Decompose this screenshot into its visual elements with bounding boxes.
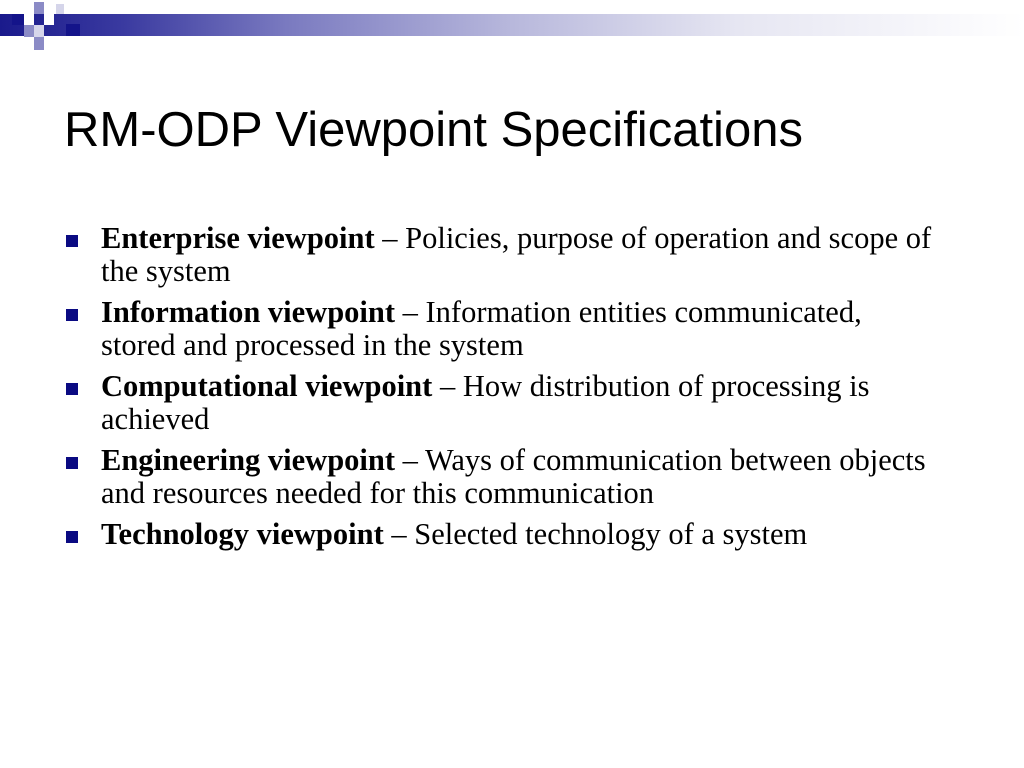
viewpoint-description: Ways of communication between objects and resources needed for this communication (101, 443, 926, 510)
viewpoint-description: How distribution of processing is achieved (101, 369, 870, 436)
viewpoint-description: Information entities communicated, stored and processed in the system (101, 295, 862, 362)
viewpoint-description: Policies, purpose of operation and scope of the system (101, 221, 932, 288)
slide-title: RM-ODP Viewpoint Specifications (64, 103, 803, 157)
square-bullet-icon (66, 531, 78, 543)
square-bullet-icon (66, 235, 78, 247)
viewpoint-list (64, 222, 934, 559)
list-item (64, 296, 934, 362)
separator: – (395, 295, 426, 329)
viewpoint-term: Technology viewpoint (101, 517, 384, 551)
list-item (64, 370, 934, 436)
separator: – (374, 221, 406, 255)
list-item (64, 444, 934, 510)
viewpoint-term: Enterprise viewpoint (101, 221, 375, 255)
list-item (64, 518, 934, 551)
separator: – (395, 443, 425, 477)
separator: – (383, 517, 415, 551)
square-bullet-icon (66, 309, 78, 321)
list-item (64, 222, 934, 288)
viewpoint-description: Selected technology of a system (414, 517, 808, 551)
viewpoint-term: Information viewpoint (101, 295, 395, 329)
viewpoint-term: Engineering viewpoint (101, 443, 396, 477)
square-bullet-icon (66, 457, 78, 469)
viewpoint-term: Computational viewpoint (101, 369, 433, 403)
separator: – (432, 369, 463, 403)
header-gradient-band (0, 14, 1024, 36)
square-bullet-icon (66, 383, 78, 395)
